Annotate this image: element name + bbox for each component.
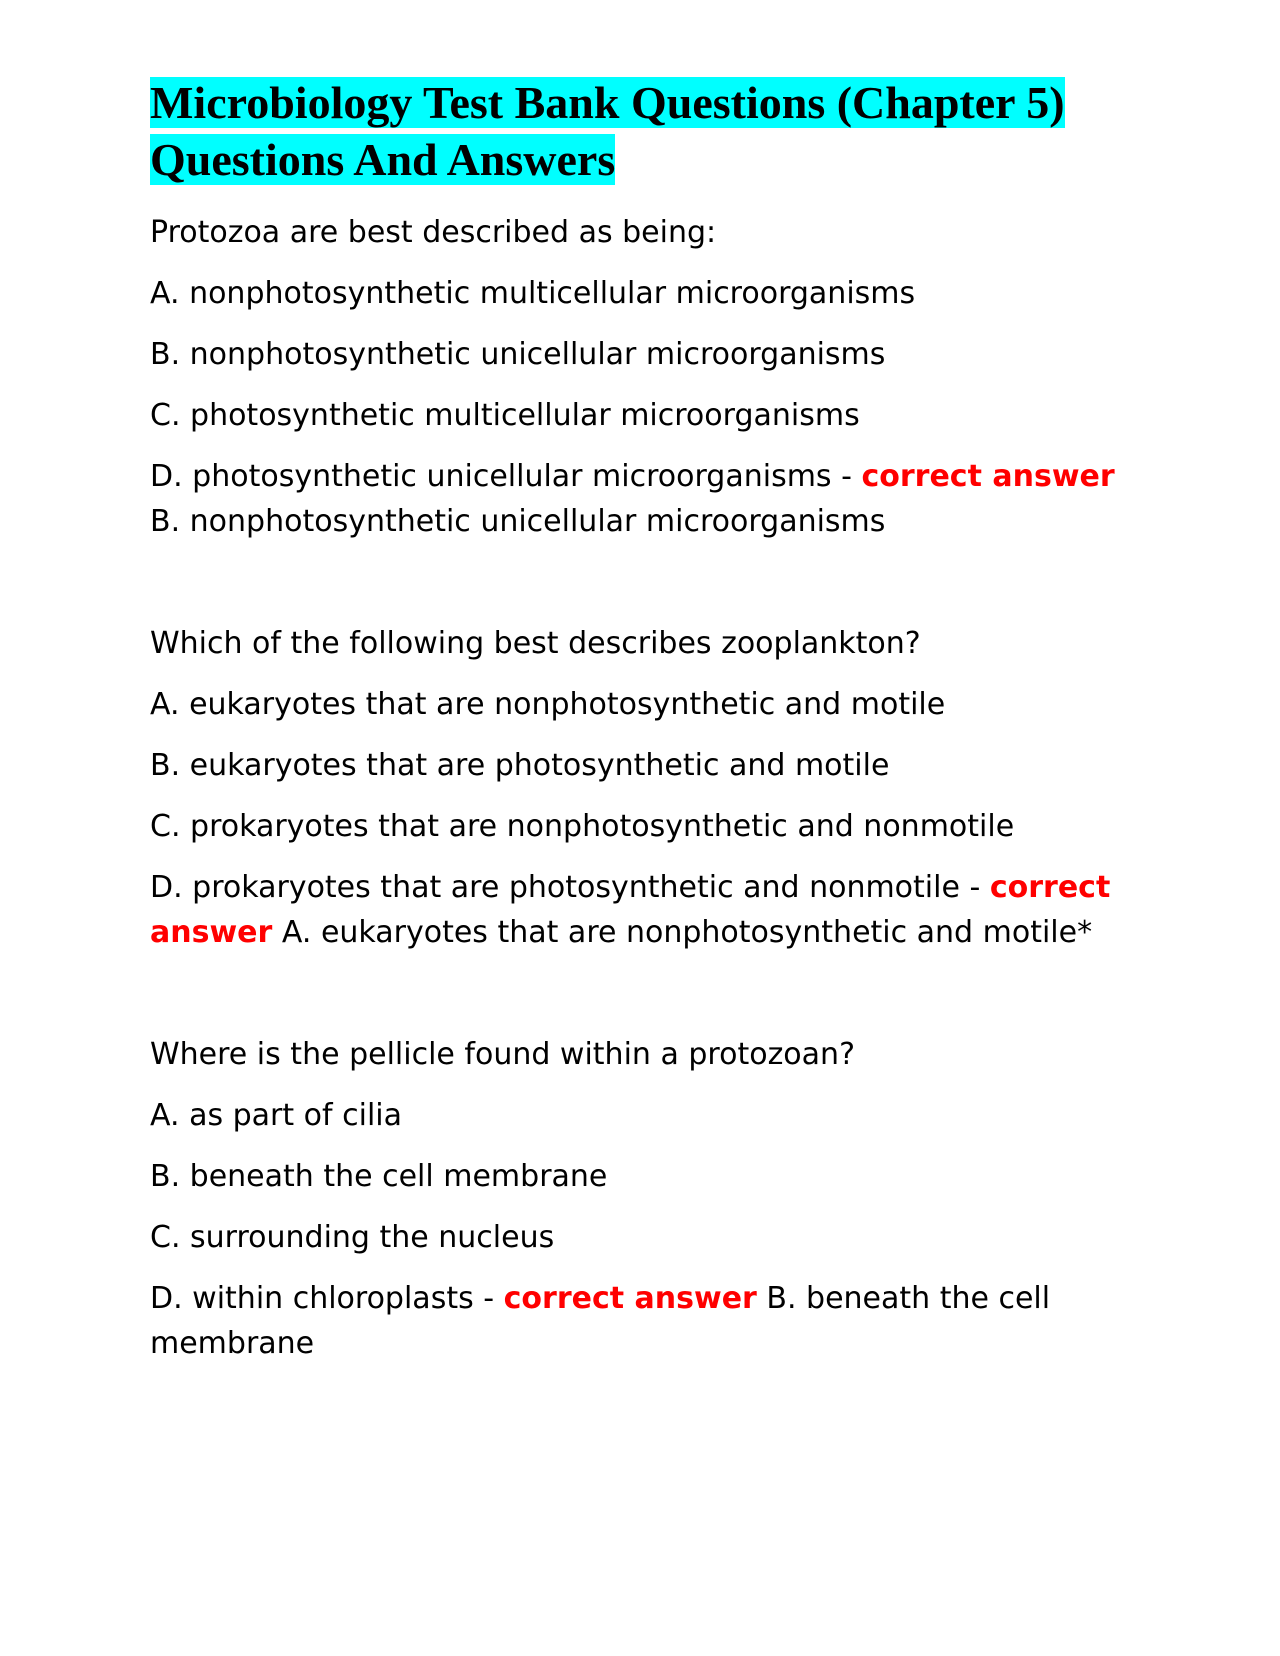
option-b: B. nonphotosynthetic unicellular microorganisms xyxy=(150,337,886,372)
option-d-with-answer xyxy=(150,1276,1130,1366)
option-d-with-answer xyxy=(150,454,1130,544)
spacer xyxy=(150,560,1130,621)
spacer xyxy=(150,971,1130,1032)
option-a: A. as part of cilia xyxy=(150,1098,403,1133)
document-title xyxy=(150,74,1130,188)
document-page xyxy=(150,74,1130,1382)
option-b: B. eukaryotes that are photosynthetic and motile xyxy=(150,748,890,783)
option-c: C. surrounding the nucleus xyxy=(150,1220,555,1255)
correct-answer-label: correct answer xyxy=(503,1281,757,1316)
answer-text: B. beneath the cell membrane xyxy=(150,1281,1051,1361)
option-c: C. prokaryotes that are nonphotosynthetic and nonmotile xyxy=(150,809,1015,844)
option-a: A. nonphotosynthetic multicellular microorganisms xyxy=(150,276,916,311)
question-block xyxy=(150,621,1130,955)
correct-answer-label: correct answer xyxy=(861,459,1115,494)
question-text: Which of the following best describes zooplankton? xyxy=(150,626,921,661)
option-d: D. prokaryotes that are photosynthetic and nonmotile - xyxy=(150,870,981,905)
correct-answer-label: correct answer xyxy=(150,870,1111,950)
option-d: D. photosynthetic unicellular microorganisms - xyxy=(150,459,852,494)
question-block xyxy=(150,210,1130,544)
question-block xyxy=(150,1032,1130,1366)
option-b: B. beneath the cell membrane xyxy=(150,1159,608,1194)
option-d: D. within chloroplasts - xyxy=(150,1281,495,1316)
title-highlight: Microbiology Test Bank Questions (Chapter 5) Questions And Answers xyxy=(150,77,1065,185)
option-d-with-answer xyxy=(150,865,1130,955)
question-text: Where is the pellicle found within a protozoan? xyxy=(150,1037,855,1072)
option-c: C. photosynthetic multicellular microorganisms xyxy=(150,398,860,433)
answer-text: B. nonphotosynthetic unicellular microorganisms xyxy=(150,504,886,539)
option-a: A. eukaryotes that are nonphotosynthetic and motile xyxy=(150,687,946,722)
answer-text: A. eukaryotes that are nonphotosynthetic and motile* xyxy=(281,915,1093,950)
question-text: Protozoa are best described as being: xyxy=(150,215,717,250)
